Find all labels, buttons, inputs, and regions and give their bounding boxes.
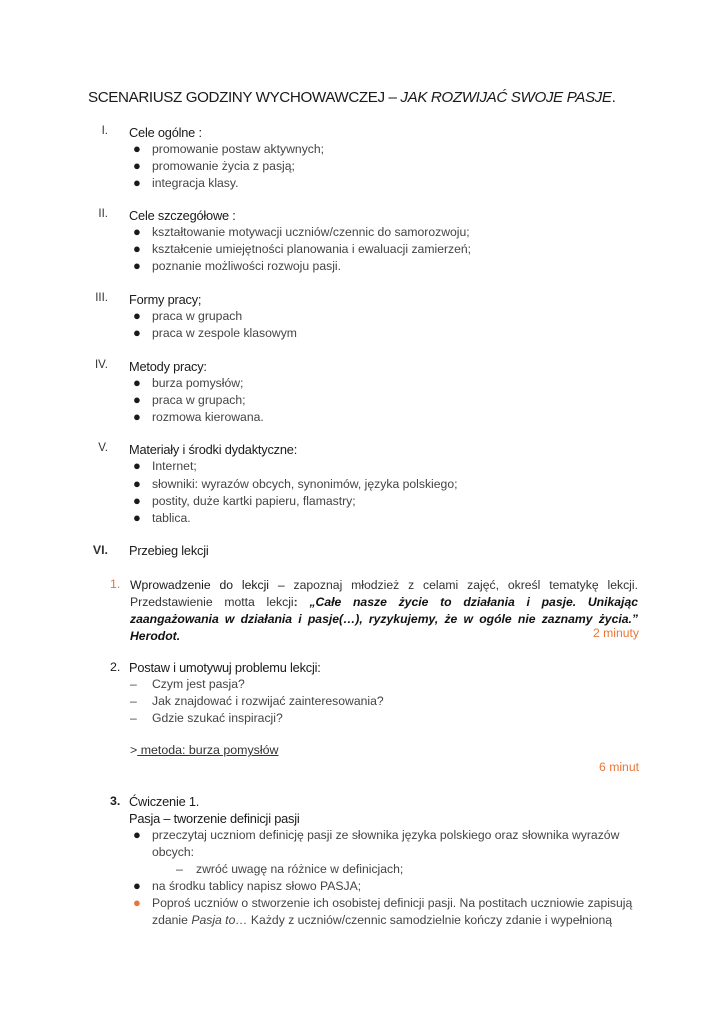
bullet-icon: ● — [133, 409, 141, 424]
list-item-continuation: obcych: — [152, 845, 195, 859]
dash-icon: – — [176, 862, 183, 876]
list-item: burza pomysłów; — [152, 376, 244, 390]
bullet-icon: ● — [133, 392, 141, 407]
bullet-icon: ● — [133, 878, 141, 893]
list-item: kształcenie umiejętności planowania i ewaluacji zamierzeń; — [152, 242, 472, 256]
list-item: postity, duże kartki papieru, flamastry; — [152, 494, 356, 508]
list-item: rozmowa kierowana. — [152, 410, 264, 424]
bullet-icon: ● — [133, 458, 141, 473]
list-item: kształtowanie motywacji uczniów/czennic do samorozwoju; — [152, 225, 470, 239]
page-title: SCENARIUSZ GODZINY WYCHOWAWCZEJ – JAK ROZWIJAĆ SWOJE PASJE. — [88, 89, 616, 106]
step-subheading: Pasja – tworzenie definicji pasji — [129, 811, 300, 826]
list-item: praca w grupach; — [152, 393, 246, 407]
list-item: słowniki: wyrazów obcych, synonimów, języka polskiego; — [152, 477, 458, 491]
list-item: przeczytaj uczniom definicję pasji ze słownika języka polskiego oraz słownika wyrazów — [152, 828, 620, 842]
step-paragraph: Wprowadzenie do lekcji – zapoznaj młodzież z celami zajęć, określ tematykę lekcji. Przedstawienie motta lekcji: „Całe nasze życie to działania i pasje. Unikając zaangażowania w działania i pasje(…), ryzykujemy, że w ogóle nie zaznamy życia.” Herodot. — [130, 578, 638, 643]
section-number: V. — [98, 442, 108, 454]
list-item-continuation: zdanie Pasja to… Każdy z uczniów/czennic samodzielnie kończy zdanie i wypełnioną — [152, 913, 613, 927]
list-item: na środku tablicy napisz słowo PASJA; — [152, 879, 362, 893]
bullet-icon: ● — [133, 308, 141, 323]
list-item: poznanie możliwości rozwoju pasji. — [152, 259, 341, 273]
bullet-icon: ● — [133, 510, 141, 525]
time-label: 6 minut — [599, 760, 639, 774]
section-number: II. — [98, 208, 108, 220]
section-number: III. — [95, 292, 108, 304]
bullet-icon: ● — [133, 158, 141, 173]
step-number: 1. — [110, 577, 121, 591]
section-number: VI. — [92, 543, 108, 557]
bullet-icon: ● — [133, 224, 141, 239]
list-item: Gdzie szukać inspiracji? — [152, 711, 283, 725]
list-item: Poproś uczniów o stworzenie ich osobistej definicji pasji. Na postitach uczniowie zapisują — [152, 896, 633, 910]
section-number: I. — [101, 125, 108, 137]
list-item: Internet; — [152, 459, 197, 473]
step-heading: Ćwiczenie 1. — [129, 794, 200, 809]
list-item: promowanie postaw aktywnych; — [152, 142, 325, 156]
section-heading: Metody pracy: — [129, 359, 207, 374]
bullet-icon: ● — [133, 258, 141, 273]
time-label: 2 minuty — [592, 626, 639, 640]
dash-icon: – — [130, 711, 137, 725]
bullet-icon: ● — [133, 141, 141, 156]
list-item: praca w zespole klasowym — [152, 326, 297, 340]
section-heading: Cele ogólne : — [129, 125, 202, 140]
list-item: promowanie życia z pasją; — [152, 159, 295, 173]
bullet-icon: ● — [133, 375, 141, 390]
bullet-icon: ● — [133, 241, 141, 256]
bullet-icon: ● — [133, 476, 141, 491]
section-heading: Przebieg lekcji — [129, 543, 209, 558]
list-item: integracja klasy. — [152, 176, 239, 190]
bullet-icon: ● — [133, 325, 141, 340]
section-number: IV. — [94, 359, 108, 371]
method-note: > metoda: burza pomysłów — [130, 743, 279, 757]
section-heading: Materiały i środki dydaktyczne: — [129, 442, 298, 457]
section-heading: Cele szczegółowe : — [129, 208, 236, 223]
list-item: praca w grupach — [152, 309, 243, 323]
bullet-icon: ● — [133, 827, 141, 842]
list-item: tablica. — [152, 511, 191, 525]
dash-icon: – — [130, 677, 137, 691]
list-item: Czym jest pasja? — [152, 677, 245, 691]
section-heading: Formy pracy; — [129, 292, 202, 307]
list-item: Jak znajdować i rozwijać zainteresowania? — [152, 694, 384, 708]
bullet-icon: ● — [133, 175, 141, 190]
step-number: 2. — [110, 660, 121, 674]
dash-icon: – — [130, 694, 137, 708]
list-subitem: zwróć uwagę na różnice w definicjach; — [196, 862, 404, 876]
bullet-icon: ● — [133, 493, 141, 508]
step-heading: Postaw i umotywuj problemu lekcji: — [129, 660, 321, 675]
step-number: 3. — [110, 794, 121, 808]
bullet-icon: ● — [133, 895, 141, 910]
